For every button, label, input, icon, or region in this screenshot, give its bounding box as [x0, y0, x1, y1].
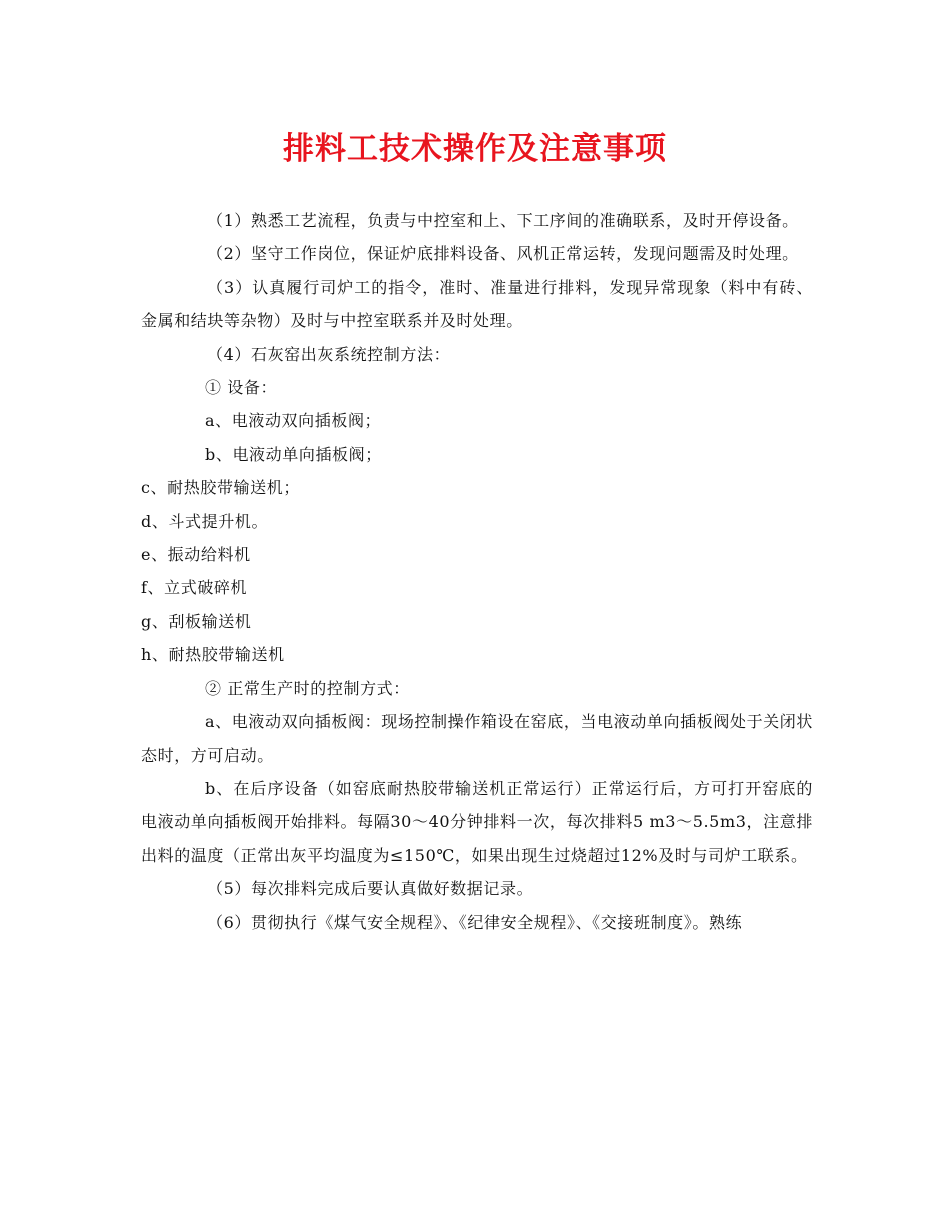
paragraph-4: （4）石灰窑出灰系统控制方法：: [207, 344, 451, 364]
list-item: c、耐热胶带输送机；: [141, 478, 300, 498]
list-item: e、振动给料机: [141, 545, 251, 565]
list-item: d、斗式提升机。: [141, 511, 269, 531]
paragraph-3: （3）认真履行司炉工的指令，准时、准量进行排料，发现异常现象（料中有砖、金属和结块等杂物）及时与中控室联系并及时处理。: [141, 277, 813, 331]
paragraph-1: （1）熟悉工艺流程，负责与中控室和上、下工序间的准确联系，及时开停设备。: [207, 211, 799, 230]
paragraph-5: （5）每次排料完成后要认真做好数据记录。: [207, 879, 534, 899]
list-item: b、电液动单向插板阀；: [205, 444, 382, 464]
list-item: a、电液动双向插板阀；: [205, 411, 382, 431]
list-item: h、耐热胶带输送机: [141, 645, 285, 665]
list-heading-equipment: ① 设备：: [205, 378, 278, 398]
list-item: f、立式破碎机: [141, 578, 248, 598]
paragraph-2: （2）坚守工作岗位，保证炉底排料设备、风机正常运转，发现问题需及时处理。: [207, 244, 799, 264]
list-item: g、刮板输送机: [141, 611, 252, 631]
paragraph-control-b: b、在后序设备（如窑底耐热胶带输送机正常运行）正常运行后，方可打开窑底的电液动单向插板阀开始排料。每隔30～40分钟排料一次，每次排料5 m3～5.5m3，注意排出料的温度（正常出灰平均温度为≤150℃，如果出现生过烧超过12%及时与司炉工联系。: [141, 778, 813, 865]
paragraph-6: （6）贯彻执行《煤气安全规程》、《纪律安全规程》、《交接班制度》。熟练: [207, 912, 743, 932]
document-title: 排料工技术操作及注意事项: [283, 131, 667, 167]
paragraph-control-a: a、电液动双向插板阀：现场控制操作箱设在窑底，当电液动单向插板阀处于关闭状态时，方可启动。: [141, 712, 813, 765]
document-body: [141, 204, 813, 939]
list-heading-control: ② 正常生产时的控制方式：: [205, 678, 410, 698]
